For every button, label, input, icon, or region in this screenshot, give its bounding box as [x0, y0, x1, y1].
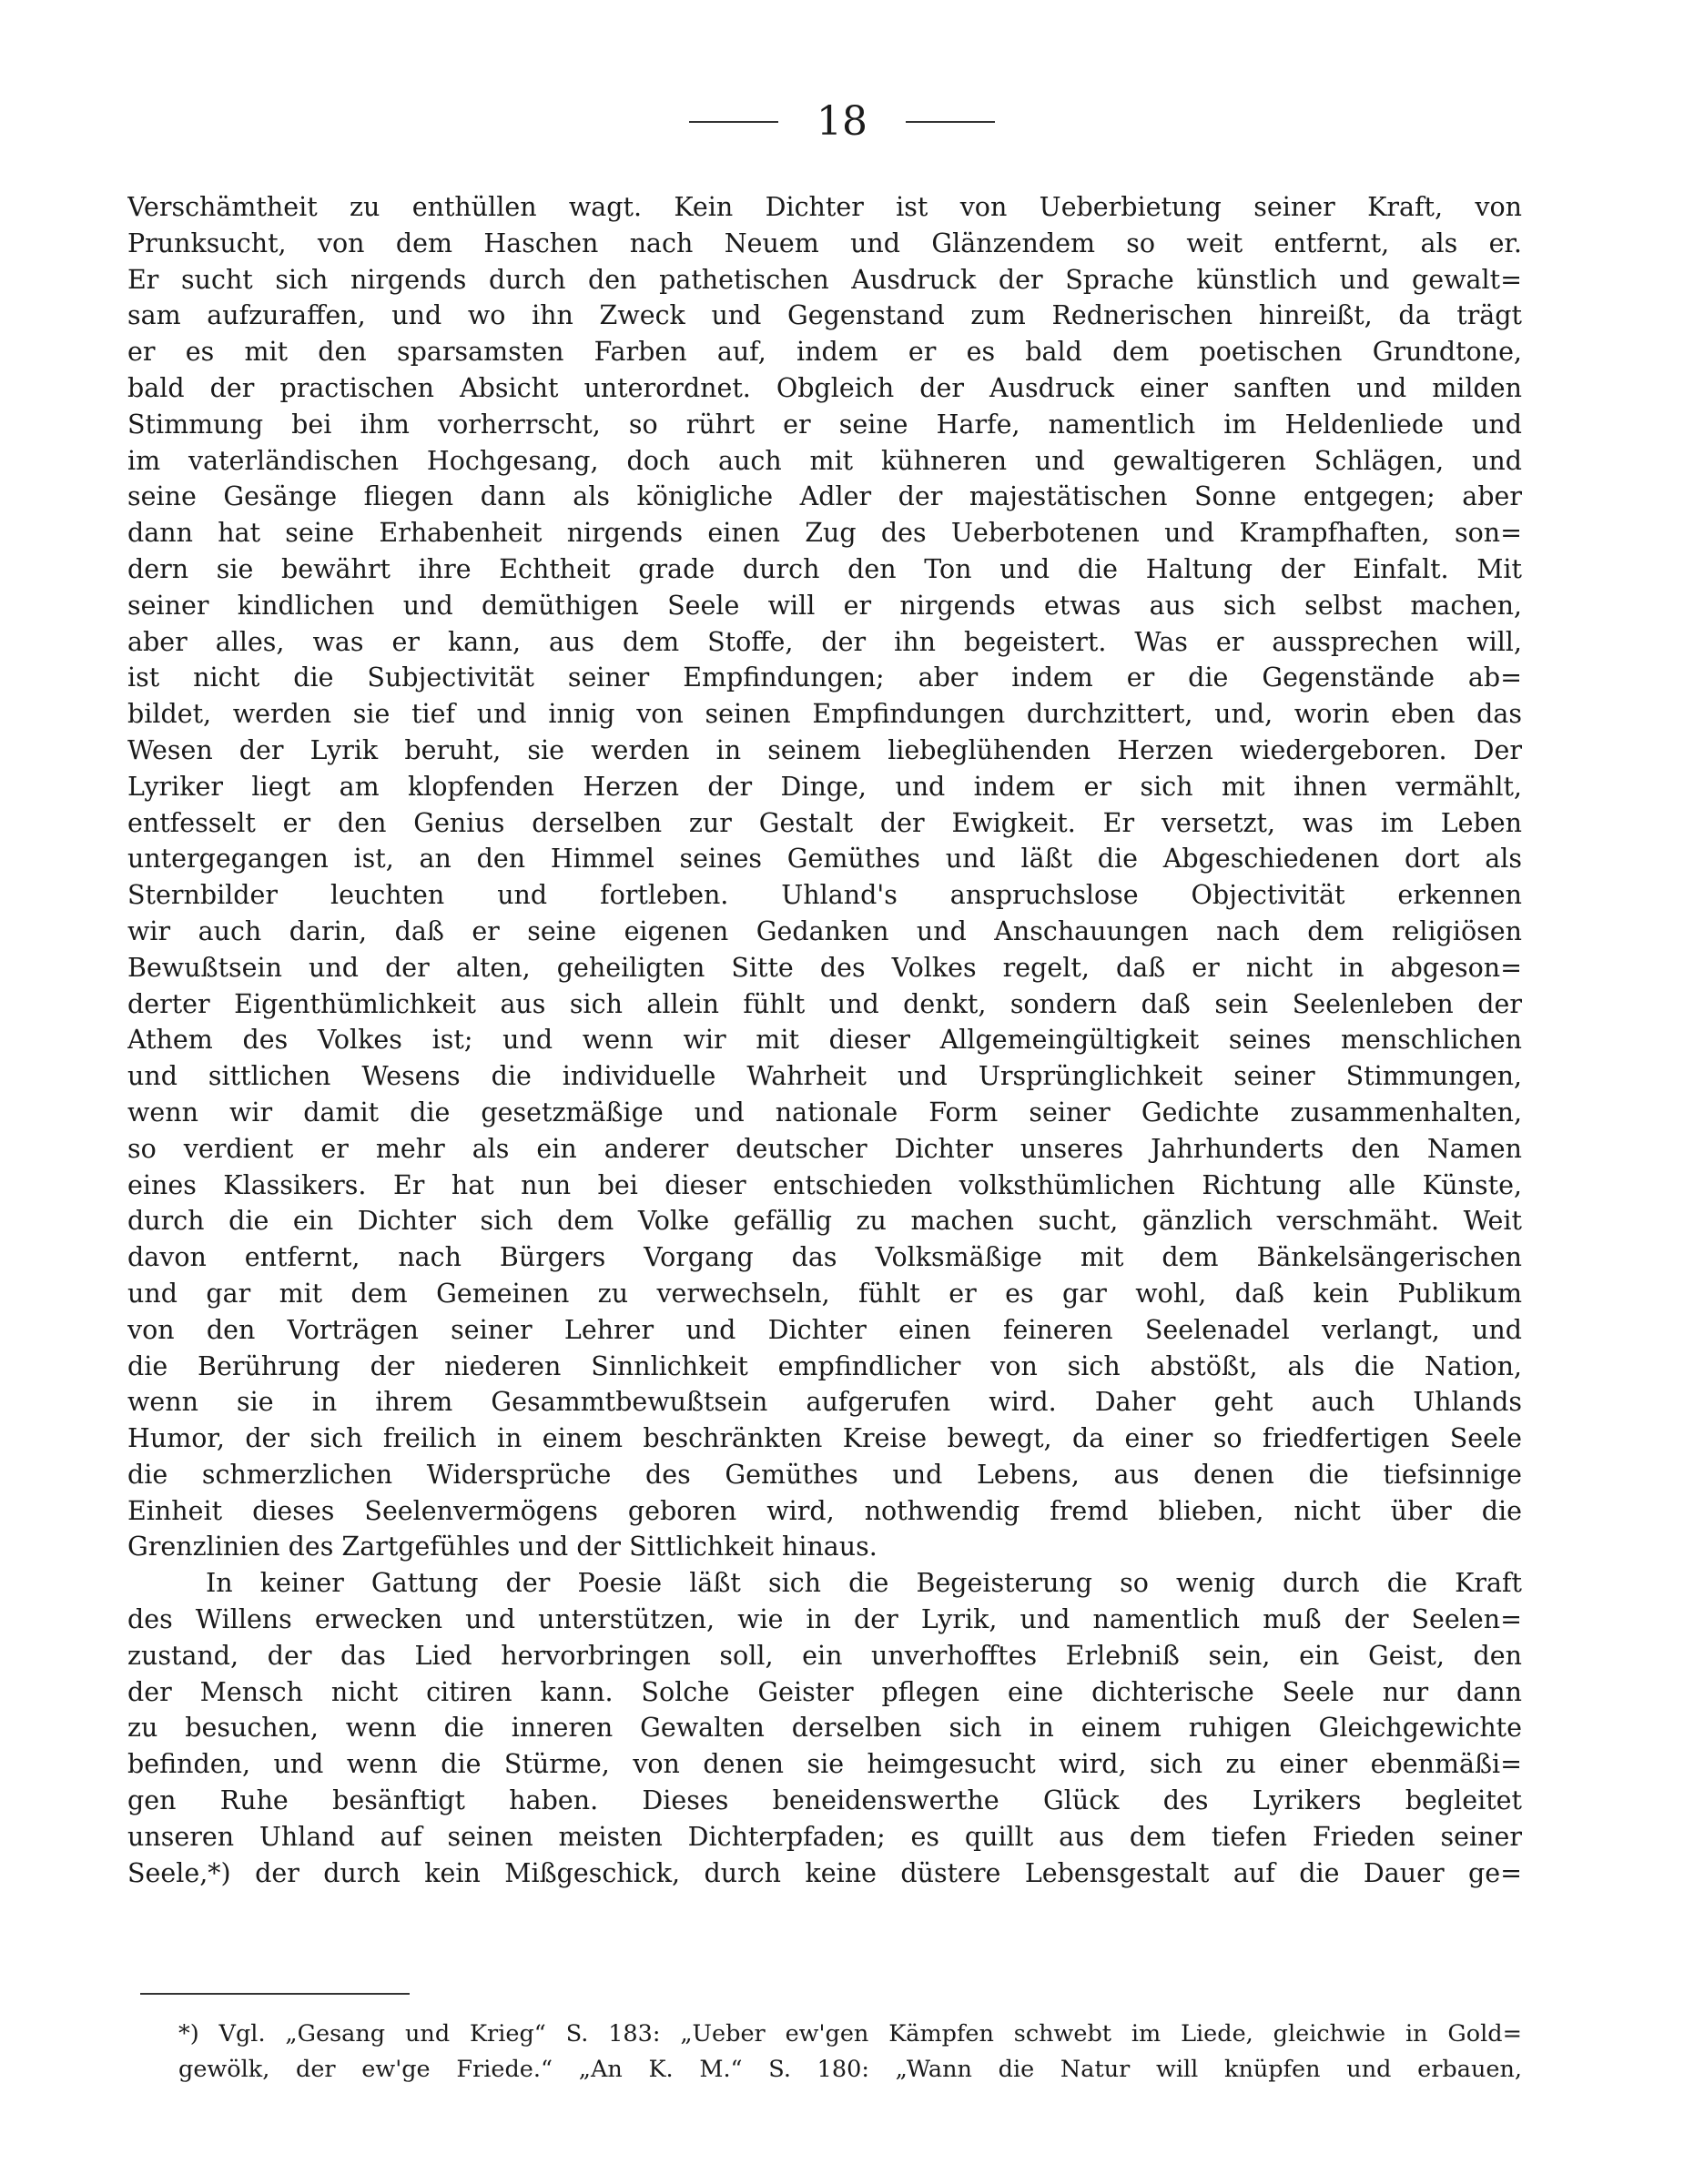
text-line: seiner kindlichen und demüthigen Seele will er nirgends etwas aus sich selbst machen, — [127, 590, 1522, 621]
text-line: Prunksucht, von dem Haschen nach Neuem und Glänzendem so weit entfernt, als er. — [127, 228, 1522, 258]
text-line: wir auch darin, daß er seine eigenen Gedanken und Anschauungen nach dem religiösen — [127, 915, 1522, 946]
footnote-line: *) Vgl. „Gesang und Krieg“ S. 183: „Ueber ew'gen Kämpfen schwebt im Liede, gleichwie in Gold= — [178, 2020, 1522, 2048]
text-line: derter Eigenthümlichkeit aus sich allein fühlt und denkt, sondern daß sein Seelenleben der — [127, 988, 1522, 1019]
text-line: Grenzlinien des Zartgefühles und der Sittlichkeit hinaus. — [127, 1532, 878, 1562]
text-line: die Berührung der niederen Sinnlichkeit empfindlicher von sich abstößt, als die Nation, — [127, 1350, 1522, 1381]
text-line: durch die ein Dichter sich dem Volke gefällig zu machen sucht, gänzlich verschmäht. Weit — [127, 1206, 1522, 1237]
text-line: Sternbilder leuchten und fortleben. Uhland's anspruchslose Objectivität erkennen — [127, 880, 1522, 911]
text-line: Humor, der sich freilich in einem beschränkten Kreise bewegt, da einer so friedfertigen Seele — [127, 1423, 1522, 1454]
text-line: Lyriker liegt am klopfenden Herzen der Dinge, und indem er sich mit ihnen vermählt, — [127, 771, 1522, 802]
text-line: so verdient er mehr als ein anderer deutscher Dichter unseres Jahrhunderts den Namen — [127, 1133, 1522, 1164]
text-line: und sittlichen Wesens die individuelle Wahrheit und Ursprünglichkeit seiner Stimmungen, — [127, 1061, 1522, 1092]
text-line: Seele,*) der durch kein Mißgeschick, durch keine düstere Lebensgestalt auf die Dauer ge= — [127, 1857, 1522, 1888]
text-line: entfesselt er den Genius derselben zur Gestalt der Ewigkeit. Er versetzt, was im Leben — [127, 807, 1522, 838]
text-line: davon entfernt, nach Bürgers Vorgang das Volksmäßige mit dem Bänkelsängerischen — [127, 1242, 1522, 1273]
text-line: der Mensch nicht citiren kann. Solche Geister pflegen eine dichterische Seele nur dann — [127, 1676, 1522, 1707]
text-line: befinden, und wenn die Stürme, von denen sie heimgesucht wird, sich zu einer ebenmäßi= — [127, 1749, 1522, 1780]
text-line: bildet, werden sie tief und innig von seinen Empfindungen durchzittert, und, worin eben das — [127, 699, 1522, 730]
footnote-rule — [140, 1993, 410, 1995]
text-line: er es mit den sparsamsten Farben auf, indem er es bald dem poetischen Grundtone, — [127, 337, 1522, 368]
text-line: Einheit dieses Seelenvermögens geboren wird, nothwendig fremd blieben, nicht über die — [127, 1495, 1522, 1526]
text-line: des Willens erwecken und unterstützen, wie in der Lyrik, und namentlich muß der Seelen= — [127, 1604, 1522, 1635]
text-line: bald der practischen Absicht unterordnet. Obgleich der Ausdruck einer sanften und milden — [127, 372, 1522, 403]
text-line: wenn wir damit die gesetzmäßige und nationale Form seiner Gedichte zusammenhalten, — [127, 1097, 1522, 1127]
paragraph-2 — [127, 1565, 1522, 1891]
text-line: dern sie bewährt ihre Echtheit grade durch den Ton und die Haltung der Einfalt. Mit — [127, 553, 1522, 584]
text-line: Wesen der Lyrik beruht, sie werden in seinem liebeglühenden Herzen wiedergeboren. Der — [127, 734, 1522, 765]
header-rule-right — [906, 121, 995, 123]
text-line: sam aufzuraffen, und wo ihn Zweck und Gegenstand zum Rednerischen hinreißt, da trägt — [127, 300, 1522, 331]
text-line: Er sucht sich nirgends durch den pathetischen Ausdruck der Sprache künstlich und gewalt= — [127, 264, 1522, 295]
text-line: aber alles, was er kann, aus dem Stoffe, der ihn begeistert. Was er aussprechen will, — [127, 626, 1522, 657]
text-line: Stimmung bei ihm vorherrscht, so rührt er seine Harfe, namentlich im Heldenliede und — [127, 409, 1522, 440]
text-line: eines Klassikers. Er hat nun bei dieser entschieden volksthümlichen Richtung alle Künste, — [127, 1169, 1522, 1200]
text-line: die schmerzlichen Widersprüche des Gemüthes und Lebens, aus denen die tiefsinnige — [127, 1459, 1522, 1490]
text-line: zu besuchen, wenn die inneren Gewalten derselben sich in einem ruhigen Gleichgewichte — [127, 1713, 1522, 1744]
text-line: ist nicht die Subjectivität seiner Empfindungen; aber indem er die Gegenstände ab= — [127, 662, 1522, 693]
text-line: unseren Uhland auf seinen meisten Dichterpfaden; es quillt aus dem tiefen Frieden seiner — [127, 1821, 1522, 1852]
text-line: dann hat seine Erhabenheit nirgends einen Zug des Ueberbotenen und Krampfhaften, son= — [127, 518, 1522, 549]
text-line: Bewußtsein und der alten, geheiligten Sitte des Volkes regelt, daß er nicht in abgeson= — [127, 952, 1522, 983]
text-line: In keiner Gattung der Poesie läßt sich die Begeisterung so wenig durch die Kraft — [206, 1568, 1522, 1599]
text-line: und gar mit dem Gemeinen zu verwechseln, fühlt er es gar wohl, daß kein Publikum — [127, 1278, 1522, 1309]
text-line: Athem des Volkes ist; und wenn wir mit dieser Allgemeingültigkeit seines menschlichen — [127, 1025, 1522, 1056]
text-line: von den Vorträgen seiner Lehrer und Dichter einen feineren Seelenadel verlangt, und — [127, 1314, 1522, 1345]
text-line: Verschämtheit zu enthüllen wagt. Kein Dichter ist von Ueberbietung seiner Kraft, von — [127, 192, 1522, 222]
footnotes — [178, 2017, 1522, 2088]
paragraph-1 — [127, 189, 1522, 1565]
text-line: wenn sie in ihrem Gesammtbewußtsein aufgerufen wird. Daher geht auch Uhlands — [127, 1387, 1522, 1418]
page-header — [0, 98, 1684, 145]
page-number: 18 — [817, 98, 867, 145]
text-line: untergegangen ist, an den Himmel seines Gemüthes und läßt die Abgeschiedenen dort als — [127, 844, 1522, 875]
text-line: zustand, der das Lied hervorbringen soll, ein unverhofftes Erlebniß sein, ein Geist, den — [127, 1640, 1522, 1671]
footnote-line: gewölk, der ew'ge Friede.“ „An K. M.“ S. 180: „Wann die Natur will knüpfen und erbauen, — [178, 2056, 1522, 2083]
text-line: gen Ruhe besänftigt haben. Dieses beneidenswerthe Glück des Lyrikers begleitet — [127, 1785, 1522, 1816]
header-rule-left — [689, 121, 778, 123]
main-text — [127, 189, 1522, 1891]
text-line: im vaterländischen Hochgesang, doch auch mit kühneren und gewaltigeren Schlägen, und — [127, 445, 1522, 476]
text-line: seine Gesänge fliegen dann als königliche Adler der majestätischen Sonne entgegen; aber — [127, 481, 1522, 512]
